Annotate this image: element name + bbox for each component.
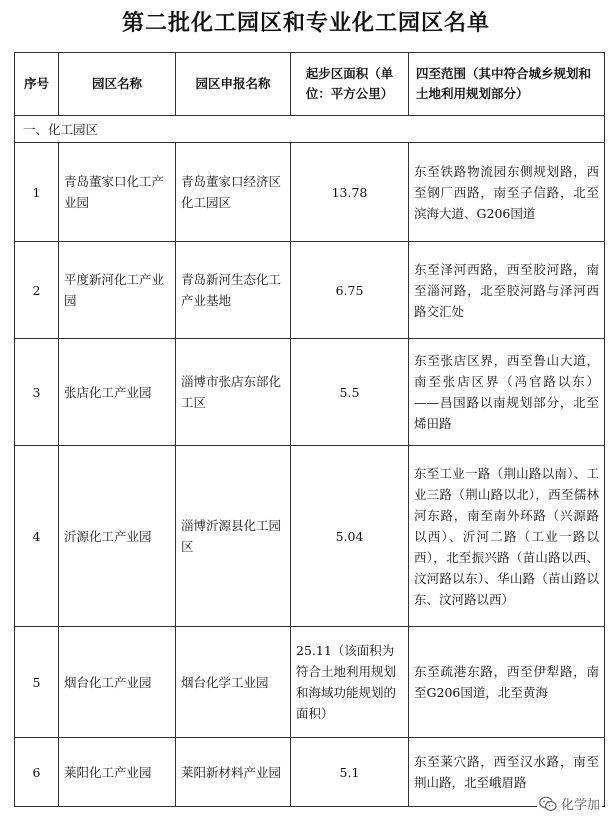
row-park-name: 烟台化工产业园: [59, 627, 176, 738]
table-row: [15, 446, 605, 627]
header-scope: 四至范围（其中符合城乡规划和土地利用规划部分）: [409, 53, 605, 116]
row-park-name: 青岛董家口化工产业园: [59, 143, 176, 242]
table-header-row: [15, 53, 605, 116]
row-no: 2: [15, 242, 59, 339]
row-scope: 东至铁路物流园东侧规划路，西至钢厂西路，南至子信路，北至滨海大道、G206国道: [409, 143, 605, 242]
row-scope: 东至疏港东路，西至伊犁路，南至G206国道，北至黄海: [409, 627, 605, 738]
row-area: 25.11（该面积为符合土地利用规划和海域功能规划的面积）: [291, 627, 409, 738]
section-label: 一、化工园区: [15, 116, 605, 143]
table-row: [15, 339, 605, 446]
row-scope: 东至莱穴路，西至汉水路，南至荆山路，北至峨眉路: [409, 738, 605, 807]
watermark-text: 化学加: [560, 798, 600, 813]
watermark: [537, 794, 602, 813]
row-apply-name: 青岛董家口经济区化工园区: [176, 143, 291, 242]
row-area: 5.5: [291, 339, 409, 446]
row-scope: 东至张店区界，西至鲁山大道，南至张店区界（冯官路以东）——昌国路以南规划部分，北至烯田路: [409, 339, 605, 446]
row-apply-name: 青岛新河生态化工产业基地: [176, 242, 291, 339]
row-park-name: 莱阳化工产业园: [59, 738, 176, 807]
row-park-name: 张店化工产业园: [59, 339, 176, 446]
row-area: 5.1: [291, 738, 409, 807]
row-apply-name: 莱阳新材料产业园: [176, 738, 291, 807]
header-park-name: 园区名称: [59, 53, 176, 116]
park-list-table: [14, 52, 605, 807]
row-apply-name: 烟台化学工业园: [176, 627, 291, 738]
header-area: 起步区面积（单位：平方公里）: [291, 53, 409, 116]
row-scope: 东至工业一路（荆山路以南）、工业三路（荆山路以北），西至儒林河东路，南至南外环路（兴源路以西）、沂河二路（工业一路以西），北至振兴路（苗山路以西、汶河路以东）、华山路（苗山路以东、汶河路以西）: [409, 446, 605, 627]
row-no: 1: [15, 143, 59, 242]
row-apply-name: 淄博沂源县化工园区: [176, 446, 291, 627]
row-no: 5: [15, 627, 59, 738]
header-no: 序号: [15, 53, 59, 116]
header-apply-name: 园区申报名称: [176, 53, 291, 116]
row-scope: 东至泽河西路，西至胶河路，南至淄河路，北至胶河路与泽河西路交汇处: [409, 242, 605, 339]
table-row: [15, 143, 605, 242]
document-title: 第二批化工园区和专业化工园区名单: [121, 11, 490, 36]
table-row: [15, 627, 605, 738]
row-area: 13.78: [291, 143, 409, 242]
row-no: 6: [15, 738, 59, 807]
wechat-icon: [539, 796, 557, 812]
row-park-name: 平度新河化工产业园: [59, 242, 176, 339]
table-row: [15, 738, 605, 807]
table-row: [15, 242, 605, 339]
section-row: [15, 116, 605, 143]
row-no: 3: [15, 339, 59, 446]
row-area: 6.75: [291, 242, 409, 339]
row-no: 4: [15, 446, 59, 627]
row-park-name: 沂源化工产业园: [59, 446, 176, 627]
row-apply-name: 淄博市张店东部化工区: [176, 339, 291, 446]
row-area: 5.04: [291, 446, 409, 627]
